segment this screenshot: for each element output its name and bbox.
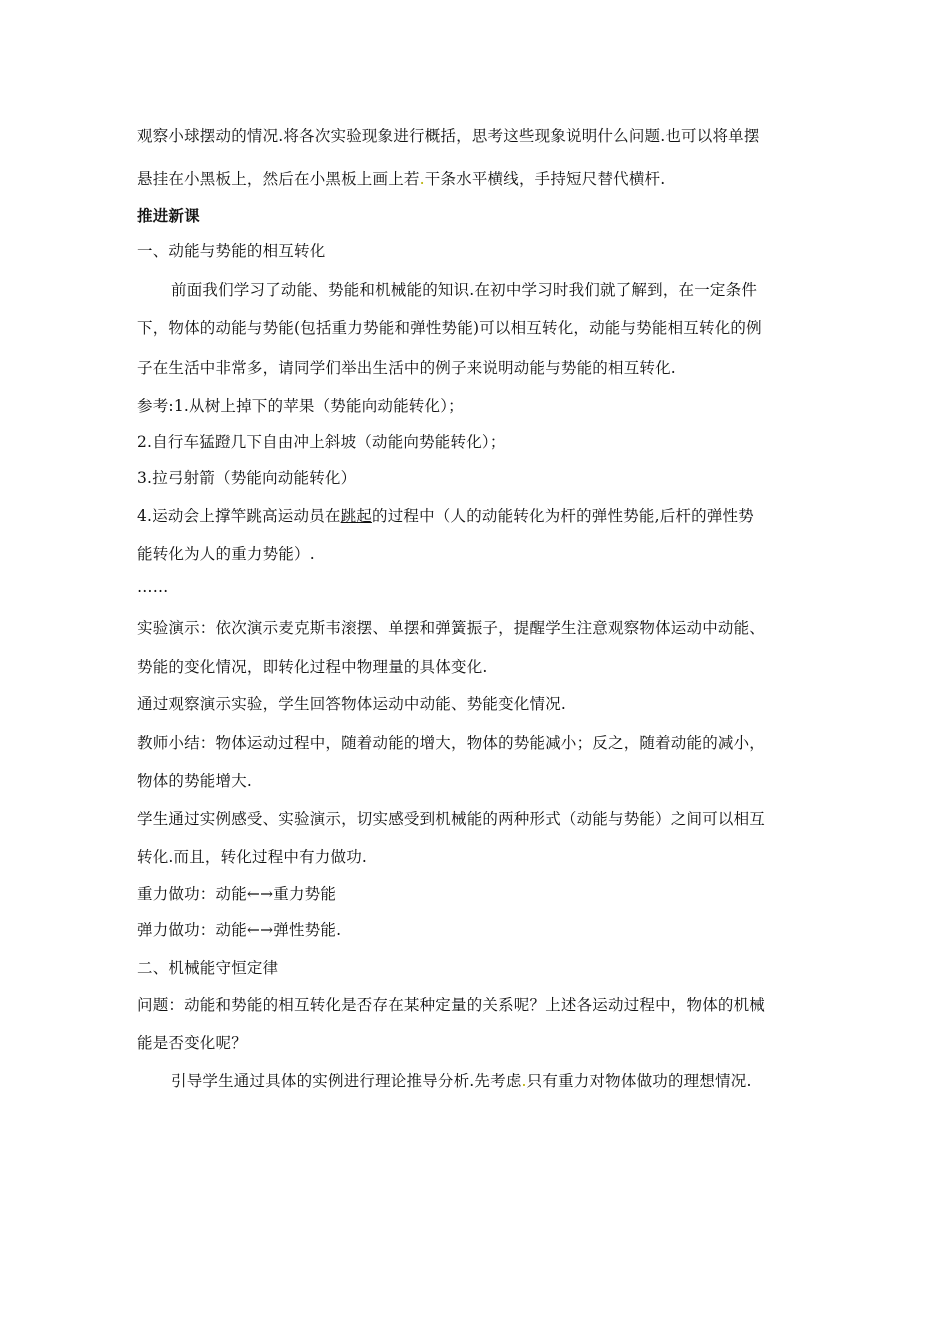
paragraph-line: 前面我们学习了动能、势能和机械能的知识.在初中学习时我们就了解到，在一定条件 xyxy=(171,281,758,299)
paragraph-line: 下，物体的动能与势能(包括重力势能和弹性势能)可以相互转化，动能与势能相互转化的例 xyxy=(137,319,762,337)
text-run: 观察小球摆动的情况.将各次实验现象进行概括，思考这些现象说明什么问题.也可以将单摆 xyxy=(137,127,760,145)
formula-line: 重力做功：动能←→重力势能 xyxy=(137,885,337,903)
paragraph-line: 通过观察演示实验，学生回答物体运动中动能、势能变化情况. xyxy=(137,695,567,713)
underlined-text: 跳起 xyxy=(340,507,372,525)
section-heading: 推进新课 xyxy=(137,207,200,225)
paragraph-line: 物体的势能增大. xyxy=(137,772,253,790)
text-run: 引导学生通过具体的实例进行理论推导分析.先考虑 xyxy=(171,1072,522,1090)
ellipsis-line: …… xyxy=(137,578,169,596)
subsection-heading: 二、机械能守恒定律 xyxy=(137,959,279,977)
list-item xyxy=(137,506,754,526)
paragraph-line: 学生通过实例感受、实验演示，切实感受到机械能的两种形式（动能与势能）之间可以相互 xyxy=(137,810,766,828)
list-item: 2.自行车猛蹬几下自由冲上斜坡（动能向势能转化）； xyxy=(137,433,506,451)
paragraph-line: 势能的变化情况，即转化过程中物理量的具体变化. xyxy=(137,658,488,676)
list-item: 3.拉弓射箭（势能向动能转化） xyxy=(137,469,357,487)
paragraph-line xyxy=(137,169,665,189)
paragraph-line: 问题：动能和势能的相互转化是否存在某种定量的关系呢？上述各运动过程中，物体的机械 xyxy=(137,996,766,1014)
subsection-heading: 一、动能与势能的相互转化 xyxy=(137,242,326,260)
text-run: 悬挂在小黑板上，然后在小黑板上画上若 xyxy=(137,170,420,188)
paragraph-line: 转化.而且，转化过程中有力做功. xyxy=(137,848,368,866)
paragraph-line: 能转化为人的重力势能）. xyxy=(137,545,315,563)
text-run: 的过程中（人的动能转化为杆的弹性势能,后杆的弹性势 xyxy=(372,507,754,525)
paragraph-line: 能是否变化呢？ xyxy=(137,1034,247,1052)
text-run: 只有重力对物体做功的理想情况. xyxy=(526,1072,752,1090)
paragraph-line xyxy=(137,126,760,146)
edit-mark: . xyxy=(419,170,425,188)
list-item: 参考:1.从树上掉下的苹果（势能向动能转化）； xyxy=(137,397,464,415)
paragraph-line: 教师小结：物体运动过程中，随着动能的增大，物体的势能减小；反之，随着动能的减小， xyxy=(137,734,766,752)
paragraph-line xyxy=(171,1071,752,1091)
edit-mark: . xyxy=(521,1072,527,1090)
text-run: 4.运动会上撑竿跳高运动员在 xyxy=(137,507,341,525)
paragraph-line: 实验演示：依次演示麦克斯韦滚摆、单摆和弹簧振子，提醒学生注意观察物体运动中动能、 xyxy=(137,619,766,637)
text-run: 干条水平横线，手持短尺替代横杆. xyxy=(424,170,666,188)
paragraph-line: 子在生活中非常多，请同学们举出生活中的例子来说明动能与势能的相互转化. xyxy=(137,359,676,377)
formula-line: 弹力做功：动能←→弹性势能. xyxy=(137,921,342,939)
